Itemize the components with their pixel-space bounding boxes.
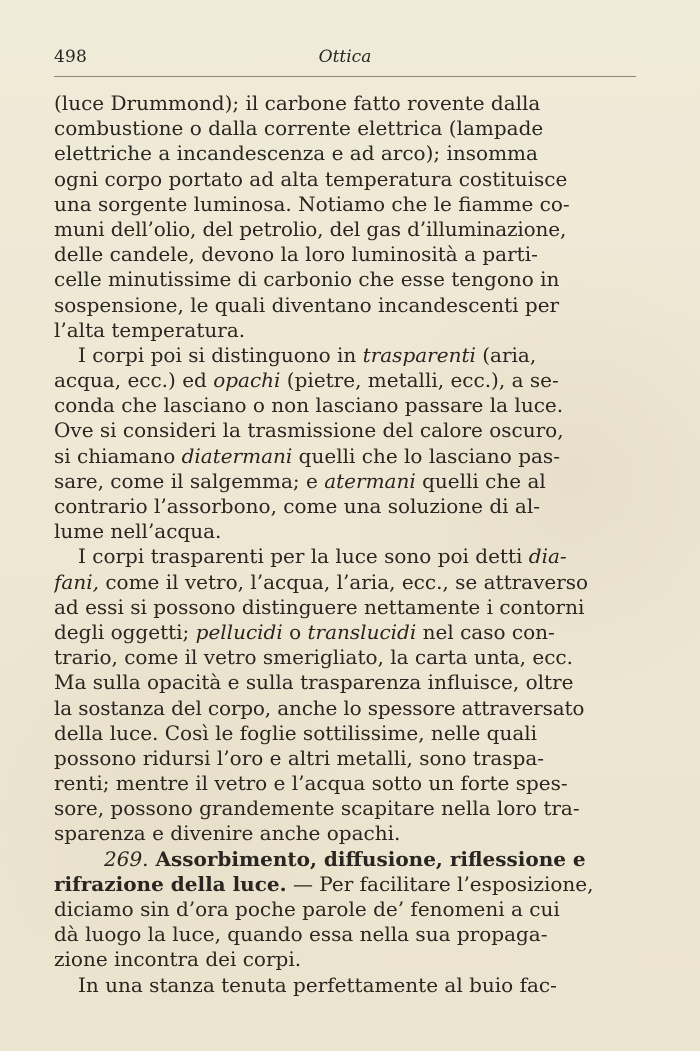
- text-segment: sare, come il salgemma; e: [54, 468, 325, 493]
- text-line: [54, 343, 636, 368]
- section-heading: Assorbimento, diffusione, riflessione e: [148, 846, 586, 871]
- text-line: zione incontra dei corpi.: [54, 947, 302, 972]
- text-line: [54, 444, 636, 469]
- text-segment: (aria,: [475, 342, 537, 367]
- italic-term: fani,: [54, 569, 99, 594]
- text-line: possono ridursi l’oro e altri metalli, sono traspa-: [54, 745, 545, 770]
- italic-term: pellucidi: [195, 619, 283, 644]
- italic-term: diatermani: [181, 443, 293, 468]
- text-line: conda che lasciano o non lasciano passare la luce.: [54, 393, 564, 418]
- paragraph-3: [54, 544, 636, 846]
- text-line: sore, possono grandemente scapitare nella loro tra-: [54, 796, 580, 821]
- paragraph-2: [54, 343, 636, 545]
- text-line: della luce. Così le foglie sottilissime, nelle quali: [54, 720, 538, 745]
- page-body: [54, 91, 636, 998]
- text-line: una sorgente luminosa. Notiamo che le fiamme co-: [54, 191, 570, 216]
- paragraph-5: [54, 973, 636, 998]
- italic-term: atermani: [324, 468, 416, 493]
- text-line: lume nell’acqua.: [54, 519, 222, 544]
- italic-term: dia-: [528, 544, 567, 569]
- text-segment: degli oggetti;: [54, 619, 196, 644]
- text-segment: (pietre, metalli, ecc.), a se-: [280, 368, 559, 393]
- text-line: [54, 872, 636, 897]
- section-heading-line: [54, 847, 636, 872]
- text-segment: o: [282, 619, 308, 644]
- text-line: diciamo sin d’ora poche parole de’ fenomeni a cui: [54, 897, 560, 921]
- text-segment: si chiamano: [54, 443, 182, 468]
- text-line: renti; mentre il vetro e l’acqua sotto un forte spes-: [54, 771, 568, 796]
- text-line: [54, 620, 636, 645]
- page-header: [54, 43, 636, 77]
- text-line: [54, 368, 636, 393]
- text-segment: quelli che lo lasciano pas-: [292, 443, 560, 468]
- text-line: delle candele, devono la loro luminosità a parti-: [54, 242, 538, 267]
- running-title: Ottica: [318, 47, 372, 67]
- text-line: Ma sulla opacità e sulla trasparenza influisce, oltre: [54, 670, 574, 695]
- italic-term: trasparenti: [362, 342, 476, 367]
- text-segment: — Per facilitare l’esposizione,: [286, 871, 594, 896]
- page-number: 498: [54, 47, 88, 67]
- text-line: combustione o dalla corrente elettrica (lampade: [54, 116, 544, 141]
- text-segment: I corpi poi si distinguono in: [78, 342, 363, 367]
- text-line: [54, 469, 636, 494]
- text-line: [54, 544, 636, 569]
- section-number: 269.: [104, 846, 149, 871]
- italic-term: translucidi: [307, 619, 417, 644]
- italic-term: opachi: [213, 368, 281, 393]
- text-line: (luce Drummond); il carbone fatto rovente dalla: [54, 91, 541, 115]
- text-line: la sostanza del corpo, anche lo spessore attraversato: [54, 695, 585, 720]
- text-line: sospensione, le quali diventano incandescenti per: [54, 292, 560, 317]
- text-line: trario, come il vetro smerigliato, la carta unta, ecc.: [54, 645, 573, 670]
- text-line: In una stanza tenuta perfettamente al buio fac-: [78, 972, 557, 997]
- text-line: ogni corpo portato ad alta temperatura costituisce: [54, 166, 568, 191]
- text-line: elettriche a incandescenza e ad arco); insomma: [54, 141, 538, 166]
- text-line: celle minutissime di carbonio che esse tengono in: [54, 267, 560, 292]
- text-segment: quelli che al: [415, 468, 546, 493]
- text-line: dà luogo la luce, quando essa nella sua propaga-: [54, 922, 548, 947]
- text-line: ad essi si possono distinguere nettamente i contorni: [54, 594, 585, 619]
- text-segment: come il vetro, l’acqua, l’aria, ecc., se attraverso: [98, 569, 589, 594]
- paragraph-4: [54, 847, 636, 973]
- text-line: muni dell’olio, del petrolio, del gas d’illuminazione,: [54, 216, 567, 241]
- text-segment: nel caso con-: [416, 619, 555, 644]
- text-segment: I corpi trasparenti per la luce sono poi detti: [78, 544, 529, 569]
- text-line: sparenza e divenire anche opachi.: [54, 821, 401, 846]
- text-segment: acqua, ecc.) ed: [54, 368, 214, 393]
- paragraph-1: [54, 91, 636, 343]
- text-line: Ove si consideri la trasmissione del calore oscuro,: [54, 418, 564, 443]
- text-line: contrario l’assorbono, come una soluzione di al-: [54, 494, 540, 518]
- section-heading: rifrazione della luce.: [54, 871, 287, 896]
- text-line: l’alta temperatura.: [54, 317, 246, 342]
- text-line: [54, 570, 636, 595]
